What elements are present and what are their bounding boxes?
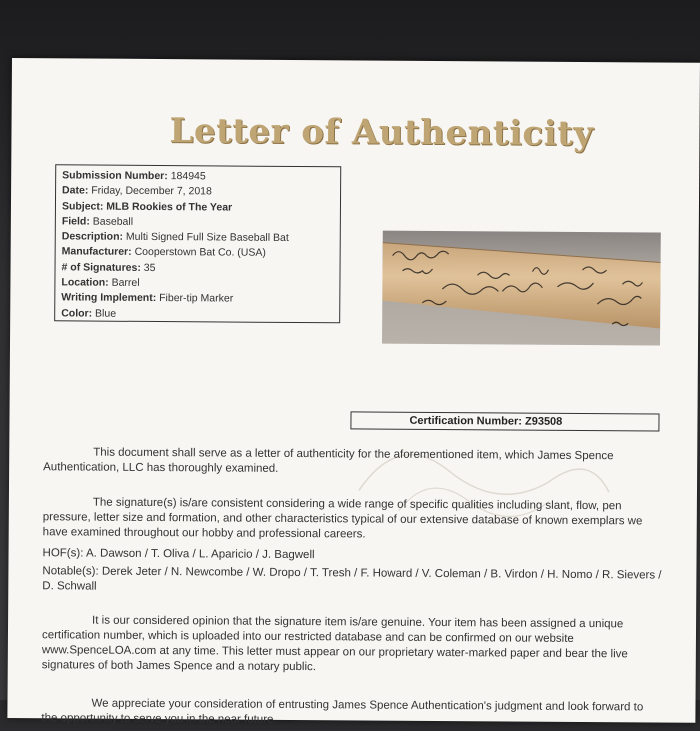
letter-title: Letter of Authenticity	[169, 111, 594, 155]
info-row	[62, 184, 334, 201]
info-value: Barrel	[111, 276, 140, 289]
info-value: Cooperstown Bat Co. (USA)	[134, 246, 266, 260]
paragraph-appreciation-text: We appreciate your consideration of entrusting James Spence Authentication's judgment and look forward to the opportunity to serve you in the near future.	[41, 697, 644, 726]
info-label: Color:	[61, 307, 93, 320]
info-value: 35	[143, 261, 156, 274]
bat-photo	[382, 231, 661, 346]
info-label: Subject:	[61, 199, 104, 213]
item-info-box	[54, 164, 341, 323]
info-row	[62, 245, 334, 262]
paragraph-intro-text: This document shall serve as a letter of authenticity for the aforementioned item, which James Spence Authentication, LLC has thoroughly examined.	[43, 446, 614, 475]
info-row	[61, 291, 333, 308]
info-label: Description:	[61, 230, 124, 243]
info-row	[62, 199, 334, 216]
info-label: Date:	[62, 184, 89, 197]
paragraph-consistency	[43, 495, 663, 544]
info-label: Writing Implement:	[61, 291, 157, 305]
bat-photo-image	[382, 231, 661, 346]
info-row	[61, 306, 333, 323]
info-label: Manufacturer:	[61, 245, 132, 259]
notables-list: Notable(s): Derek Jeter / N. Newcombe / W. Dropo / T. Tresh / F. Howard / V. Coleman / B. Virdon / H. Nomo / R. Sievers / D. Schwall	[42, 565, 662, 593]
paragraph-intro	[43, 445, 663, 479]
info-label: Location:	[61, 276, 109, 289]
info-value: Friday, December 7, 2018	[91, 184, 212, 198]
cert-value: Z93508	[524, 415, 563, 428]
info-label: # of Signatures:	[61, 261, 141, 274]
letter-page	[7, 58, 700, 726]
paragraph-consistency-text: The signature(s) is/are consistent considering a wide range of specific qualities including slant, flow, pen pressure, letter size and formation, and other characteristics typical of our extensive database of known exemplars we have examined throughout our hobby and professional careers.	[42, 496, 643, 541]
info-value: Multi Signed Full Size Baseball Bat	[125, 230, 289, 245]
info-value: Blue	[95, 307, 117, 320]
info-value: 184945	[170, 170, 206, 183]
paragraph-opinion	[42, 613, 662, 677]
info-label: Field:	[61, 215, 90, 228]
info-value: MLB Rookies of The Year	[106, 200, 233, 214]
info-label: Submission Number:	[62, 169, 168, 183]
info-value: Baseball	[92, 215, 134, 228]
cert-label: Certification Number:	[409, 414, 522, 428]
paragraph-opinion-text: It is our considered opinion that the signature item is/are genuine. Your item has been assigned a unique certification number, which is uploaded into our restricted database and can be confirmed on our website www.SpenceLOA.com at any time. This letter must appear on our proprietary water-marked paper and bear the live signatures of both James Spence and a notary public.	[41, 614, 628, 674]
hof-list: HOF(s): A. Dawson / T. Oliva / L. Aparicio / J. Bagwell	[42, 547, 315, 562]
info-value: Fiber-tip Marker	[159, 292, 234, 305]
paragraph-appreciation	[41, 696, 661, 730]
